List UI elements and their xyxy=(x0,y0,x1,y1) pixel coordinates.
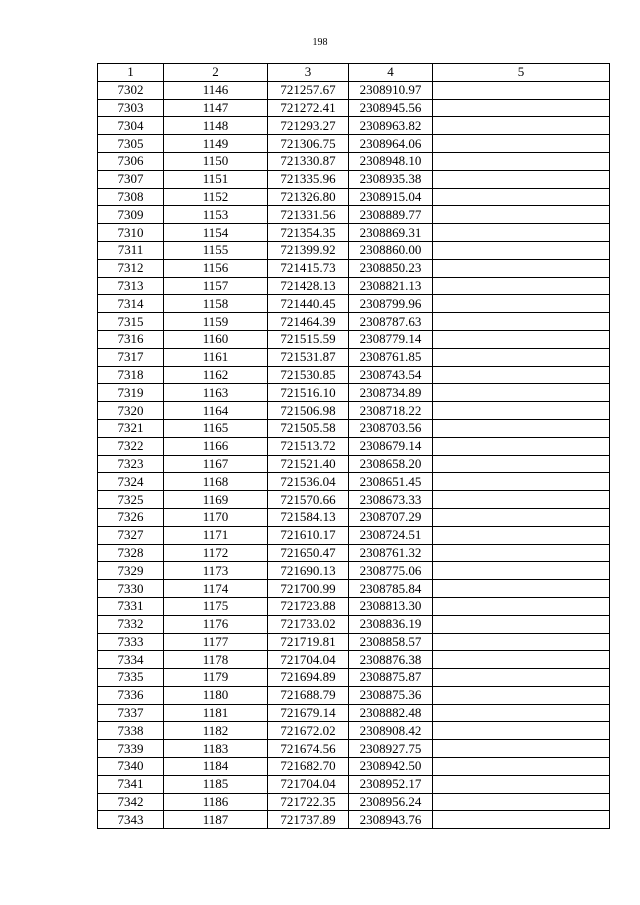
table-row xyxy=(98,811,610,829)
cell-coord-x: 721399.92 xyxy=(268,241,349,259)
cell-coord-x: 721704.04 xyxy=(268,651,349,669)
cell-point-number: 7316 xyxy=(98,330,164,348)
cell-coord-x: 721326.80 xyxy=(268,188,349,206)
table-row xyxy=(98,704,610,722)
cell-coord-y: 2308734.89 xyxy=(349,384,433,402)
cell-index: 1163 xyxy=(164,384,268,402)
cell-coord-x: 721335.96 xyxy=(268,170,349,188)
cell-coord-y: 2308858.57 xyxy=(349,633,433,651)
table-body xyxy=(98,81,610,828)
cell-note xyxy=(433,651,610,669)
cell-index: 1185 xyxy=(164,775,268,793)
cell-coord-y: 2308785.84 xyxy=(349,580,433,598)
cell-index: 1159 xyxy=(164,313,268,331)
table-row xyxy=(98,402,610,420)
cell-point-number: 7319 xyxy=(98,384,164,402)
cell-coord-x: 721531.87 xyxy=(268,348,349,366)
cell-point-number: 7314 xyxy=(98,295,164,313)
table-row xyxy=(98,330,610,348)
cell-index: 1149 xyxy=(164,135,268,153)
cell-index: 1181 xyxy=(164,704,268,722)
cell-coord-x: 721464.39 xyxy=(268,313,349,331)
cell-note xyxy=(433,686,610,704)
cell-coord-y: 2308942.50 xyxy=(349,758,433,776)
cell-coord-x: 721331.56 xyxy=(268,206,349,224)
table-row xyxy=(98,135,610,153)
cell-point-number: 7327 xyxy=(98,526,164,544)
cell-index: 1176 xyxy=(164,615,268,633)
cell-note xyxy=(433,775,610,793)
cell-point-number: 7302 xyxy=(98,81,164,99)
cell-coord-x: 721272.41 xyxy=(268,99,349,117)
cell-index: 1184 xyxy=(164,758,268,776)
cell-note xyxy=(433,402,610,420)
column-header-2: 2 xyxy=(164,64,268,82)
cell-coord-y: 2308882.48 xyxy=(349,704,433,722)
cell-point-number: 7335 xyxy=(98,669,164,687)
cell-index: 1147 xyxy=(164,99,268,117)
cell-note xyxy=(433,152,610,170)
cell-coord-x: 721515.59 xyxy=(268,330,349,348)
cell-coord-x: 721354.35 xyxy=(268,224,349,242)
cell-note xyxy=(433,437,610,455)
cell-coord-x: 721674.56 xyxy=(268,740,349,758)
cell-point-number: 7323 xyxy=(98,455,164,473)
cell-coord-y: 2308779.14 xyxy=(349,330,433,348)
cell-note xyxy=(433,277,610,295)
cell-index: 1156 xyxy=(164,259,268,277)
cell-coord-y: 2308836.19 xyxy=(349,615,433,633)
cell-coord-x: 721672.02 xyxy=(268,722,349,740)
table-row xyxy=(98,170,610,188)
cell-coord-x: 721428.13 xyxy=(268,277,349,295)
cell-coord-x: 721513.72 xyxy=(268,437,349,455)
cell-index: 1179 xyxy=(164,669,268,687)
table-row xyxy=(98,544,610,562)
cell-index: 1182 xyxy=(164,722,268,740)
cell-note xyxy=(433,259,610,277)
cell-coord-x: 721257.67 xyxy=(268,81,349,99)
cell-coord-y: 2308743.54 xyxy=(349,366,433,384)
column-header-1: 1 xyxy=(98,64,164,82)
cell-point-number: 7318 xyxy=(98,366,164,384)
cell-point-number: 7304 xyxy=(98,117,164,135)
cell-coord-y: 2308658.20 xyxy=(349,455,433,473)
cell-note xyxy=(433,580,610,598)
cell-index: 1178 xyxy=(164,651,268,669)
cell-point-number: 7329 xyxy=(98,562,164,580)
cell-note xyxy=(433,811,610,829)
table-row xyxy=(98,580,610,598)
cell-note xyxy=(433,758,610,776)
cell-coord-x: 721737.89 xyxy=(268,811,349,829)
cell-coord-x: 721536.04 xyxy=(268,473,349,491)
cell-coord-y: 2308799.96 xyxy=(349,295,433,313)
cell-note xyxy=(433,224,610,242)
cell-coord-y: 2308964.06 xyxy=(349,135,433,153)
cell-coord-x: 721719.81 xyxy=(268,633,349,651)
cell-index: 1186 xyxy=(164,793,268,811)
cell-coord-x: 721690.13 xyxy=(268,562,349,580)
cell-point-number: 7342 xyxy=(98,793,164,811)
table-row xyxy=(98,81,610,99)
cell-note xyxy=(433,615,610,633)
cell-point-number: 7303 xyxy=(98,99,164,117)
table-row xyxy=(98,491,610,509)
table-row xyxy=(98,740,610,758)
column-header-4: 4 xyxy=(349,64,433,82)
cell-point-number: 7340 xyxy=(98,758,164,776)
cell-index: 1158 xyxy=(164,295,268,313)
table-row xyxy=(98,526,610,544)
cell-index: 1173 xyxy=(164,562,268,580)
table-row xyxy=(98,615,610,633)
cell-note xyxy=(433,633,610,651)
table-row xyxy=(98,188,610,206)
cell-note xyxy=(433,491,610,509)
table-row xyxy=(98,758,610,776)
table-row xyxy=(98,686,610,704)
cell-index: 1153 xyxy=(164,206,268,224)
table-row xyxy=(98,384,610,402)
cell-index: 1151 xyxy=(164,170,268,188)
cell-coord-y: 2308673.33 xyxy=(349,491,433,509)
cell-coord-x: 721506.98 xyxy=(268,402,349,420)
table-row xyxy=(98,597,610,615)
cell-index: 1171 xyxy=(164,526,268,544)
cell-coord-x: 721700.99 xyxy=(268,580,349,598)
cell-index: 1162 xyxy=(164,366,268,384)
cell-coord-y: 2308963.82 xyxy=(349,117,433,135)
cell-point-number: 7306 xyxy=(98,152,164,170)
cell-coord-x: 721570.66 xyxy=(268,491,349,509)
cell-note xyxy=(433,81,610,99)
cell-coord-y: 2308956.24 xyxy=(349,793,433,811)
cell-point-number: 7336 xyxy=(98,686,164,704)
page-number: 198 xyxy=(312,37,328,48)
cell-coord-y: 2308889.77 xyxy=(349,206,433,224)
cell-point-number: 7307 xyxy=(98,170,164,188)
cell-coord-y: 2308718.22 xyxy=(349,402,433,420)
cell-coord-y: 2308775.06 xyxy=(349,562,433,580)
cell-note xyxy=(433,597,610,615)
cell-coord-x: 721650.47 xyxy=(268,544,349,562)
cell-coord-x: 721306.75 xyxy=(268,135,349,153)
cell-coord-y: 2308761.85 xyxy=(349,348,433,366)
cell-index: 1155 xyxy=(164,241,268,259)
table-row xyxy=(98,633,610,651)
cell-point-number: 7325 xyxy=(98,491,164,509)
cell-coord-y: 2308876.38 xyxy=(349,651,433,669)
cell-note xyxy=(433,508,610,526)
cell-note xyxy=(433,704,610,722)
table-row xyxy=(98,455,610,473)
cell-point-number: 7343 xyxy=(98,811,164,829)
cell-coord-y: 2308945.56 xyxy=(349,99,433,117)
cell-note xyxy=(433,313,610,331)
cell-index: 1160 xyxy=(164,330,268,348)
table-row xyxy=(98,224,610,242)
cell-coord-y: 2308679.14 xyxy=(349,437,433,455)
table-row xyxy=(98,366,610,384)
cell-coord-x: 721704.04 xyxy=(268,775,349,793)
table-row xyxy=(98,473,610,491)
coordinates-table xyxy=(97,63,610,829)
cell-index: 1172 xyxy=(164,544,268,562)
cell-note xyxy=(433,562,610,580)
cell-note xyxy=(433,722,610,740)
cell-index: 1148 xyxy=(164,117,268,135)
cell-coord-y: 2308651.45 xyxy=(349,473,433,491)
cell-coord-x: 721723.88 xyxy=(268,597,349,615)
cell-coord-x: 721505.58 xyxy=(268,419,349,437)
cell-point-number: 7315 xyxy=(98,313,164,331)
cell-coord-x: 721530.85 xyxy=(268,366,349,384)
cell-point-number: 7321 xyxy=(98,419,164,437)
cell-coord-y: 2308869.31 xyxy=(349,224,433,242)
table-row xyxy=(98,152,610,170)
table-row xyxy=(98,295,610,313)
table-row xyxy=(98,313,610,331)
cell-coord-y: 2308908.42 xyxy=(349,722,433,740)
cell-point-number: 7330 xyxy=(98,580,164,598)
cell-coord-y: 2308821.13 xyxy=(349,277,433,295)
cell-note xyxy=(433,295,610,313)
cell-coord-x: 721682.70 xyxy=(268,758,349,776)
cell-note xyxy=(433,419,610,437)
column-header-5: 5 xyxy=(433,64,610,82)
cell-coord-y: 2308952.17 xyxy=(349,775,433,793)
cell-index: 1166 xyxy=(164,437,268,455)
cell-point-number: 7338 xyxy=(98,722,164,740)
cell-note xyxy=(433,544,610,562)
cell-coord-y: 2308707.29 xyxy=(349,508,433,526)
cell-index: 1152 xyxy=(164,188,268,206)
table-row xyxy=(98,117,610,135)
cell-index: 1164 xyxy=(164,402,268,420)
table-row xyxy=(98,669,610,687)
cell-point-number: 7313 xyxy=(98,277,164,295)
table-row xyxy=(98,99,610,117)
cell-coord-y: 2308915.04 xyxy=(349,188,433,206)
cell-point-number: 7334 xyxy=(98,651,164,669)
cell-point-number: 7322 xyxy=(98,437,164,455)
cell-note xyxy=(433,117,610,135)
cell-note xyxy=(433,473,610,491)
cell-point-number: 7337 xyxy=(98,704,164,722)
cell-coord-x: 721584.13 xyxy=(268,508,349,526)
cell-coord-x: 721733.02 xyxy=(268,615,349,633)
cell-index: 1183 xyxy=(164,740,268,758)
cell-point-number: 7339 xyxy=(98,740,164,758)
cell-coord-x: 721415.73 xyxy=(268,259,349,277)
cell-note xyxy=(433,526,610,544)
cell-index: 1174 xyxy=(164,580,268,598)
cell-index: 1177 xyxy=(164,633,268,651)
cell-index: 1180 xyxy=(164,686,268,704)
cell-note xyxy=(433,366,610,384)
cell-point-number: 7341 xyxy=(98,775,164,793)
cell-point-number: 7328 xyxy=(98,544,164,562)
cell-index: 1175 xyxy=(164,597,268,615)
table-row xyxy=(98,651,610,669)
cell-index: 1169 xyxy=(164,491,268,509)
cell-coord-x: 721293.27 xyxy=(268,117,349,135)
cell-coord-y: 2308850.23 xyxy=(349,259,433,277)
table-row xyxy=(98,277,610,295)
cell-coord-y: 2308927.75 xyxy=(349,740,433,758)
cell-coord-x: 721688.79 xyxy=(268,686,349,704)
cell-coord-y: 2308943.76 xyxy=(349,811,433,829)
cell-note xyxy=(433,384,610,402)
cell-note xyxy=(433,348,610,366)
cell-note xyxy=(433,241,610,259)
cell-coord-y: 2308761.32 xyxy=(349,544,433,562)
cell-point-number: 7309 xyxy=(98,206,164,224)
cell-coord-x: 721610.17 xyxy=(268,526,349,544)
cell-coord-y: 2308787.63 xyxy=(349,313,433,331)
cell-index: 1150 xyxy=(164,152,268,170)
table-row xyxy=(98,722,610,740)
cell-point-number: 7317 xyxy=(98,348,164,366)
cell-coord-x: 721679.14 xyxy=(268,704,349,722)
cell-point-number: 7310 xyxy=(98,224,164,242)
column-header-3: 3 xyxy=(268,64,349,82)
cell-point-number: 7324 xyxy=(98,473,164,491)
cell-note xyxy=(433,793,610,811)
cell-note xyxy=(433,740,610,758)
cell-index: 1161 xyxy=(164,348,268,366)
cell-point-number: 7332 xyxy=(98,615,164,633)
table-row xyxy=(98,562,610,580)
cell-note xyxy=(433,135,610,153)
cell-note xyxy=(433,669,610,687)
cell-coord-y: 2308935.38 xyxy=(349,170,433,188)
table-row xyxy=(98,206,610,224)
cell-note xyxy=(433,455,610,473)
cell-coord-x: 721694.89 xyxy=(268,669,349,687)
cell-note xyxy=(433,330,610,348)
cell-note xyxy=(433,170,610,188)
cell-point-number: 7308 xyxy=(98,188,164,206)
table-row xyxy=(98,348,610,366)
cell-index: 1170 xyxy=(164,508,268,526)
cell-index: 1168 xyxy=(164,473,268,491)
cell-point-number: 7311 xyxy=(98,241,164,259)
table-header-row xyxy=(98,64,610,82)
table-row xyxy=(98,241,610,259)
table-row xyxy=(98,419,610,437)
cell-coord-y: 2308703.56 xyxy=(349,419,433,437)
cell-point-number: 7312 xyxy=(98,259,164,277)
cell-index: 1165 xyxy=(164,419,268,437)
table-row xyxy=(98,775,610,793)
cell-note xyxy=(433,206,610,224)
cell-index: 1154 xyxy=(164,224,268,242)
cell-coord-x: 721440.45 xyxy=(268,295,349,313)
table-row xyxy=(98,793,610,811)
cell-coord-x: 721722.35 xyxy=(268,793,349,811)
cell-coord-y: 2308948.10 xyxy=(349,152,433,170)
cell-coord-y: 2308875.36 xyxy=(349,686,433,704)
table-row xyxy=(98,437,610,455)
cell-point-number: 7331 xyxy=(98,597,164,615)
cell-index: 1146 xyxy=(164,81,268,99)
cell-point-number: 7333 xyxy=(98,633,164,651)
cell-coord-x: 721521.40 xyxy=(268,455,349,473)
cell-point-number: 7326 xyxy=(98,508,164,526)
table-row xyxy=(98,508,610,526)
cell-index: 1167 xyxy=(164,455,268,473)
cell-index: 1187 xyxy=(164,811,268,829)
cell-point-number: 7305 xyxy=(98,135,164,153)
cell-coord-y: 2308875.87 xyxy=(349,669,433,687)
cell-note xyxy=(433,99,610,117)
cell-coord-y: 2308724.51 xyxy=(349,526,433,544)
table-row xyxy=(98,259,610,277)
cell-coord-y: 2308910.97 xyxy=(349,81,433,99)
cell-index: 1157 xyxy=(164,277,268,295)
cell-point-number: 7320 xyxy=(98,402,164,420)
cell-coord-x: 721330.87 xyxy=(268,152,349,170)
cell-coord-y: 2308813.30 xyxy=(349,597,433,615)
cell-note xyxy=(433,188,610,206)
cell-coord-y: 2308860.00 xyxy=(349,241,433,259)
cell-coord-x: 721516.10 xyxy=(268,384,349,402)
